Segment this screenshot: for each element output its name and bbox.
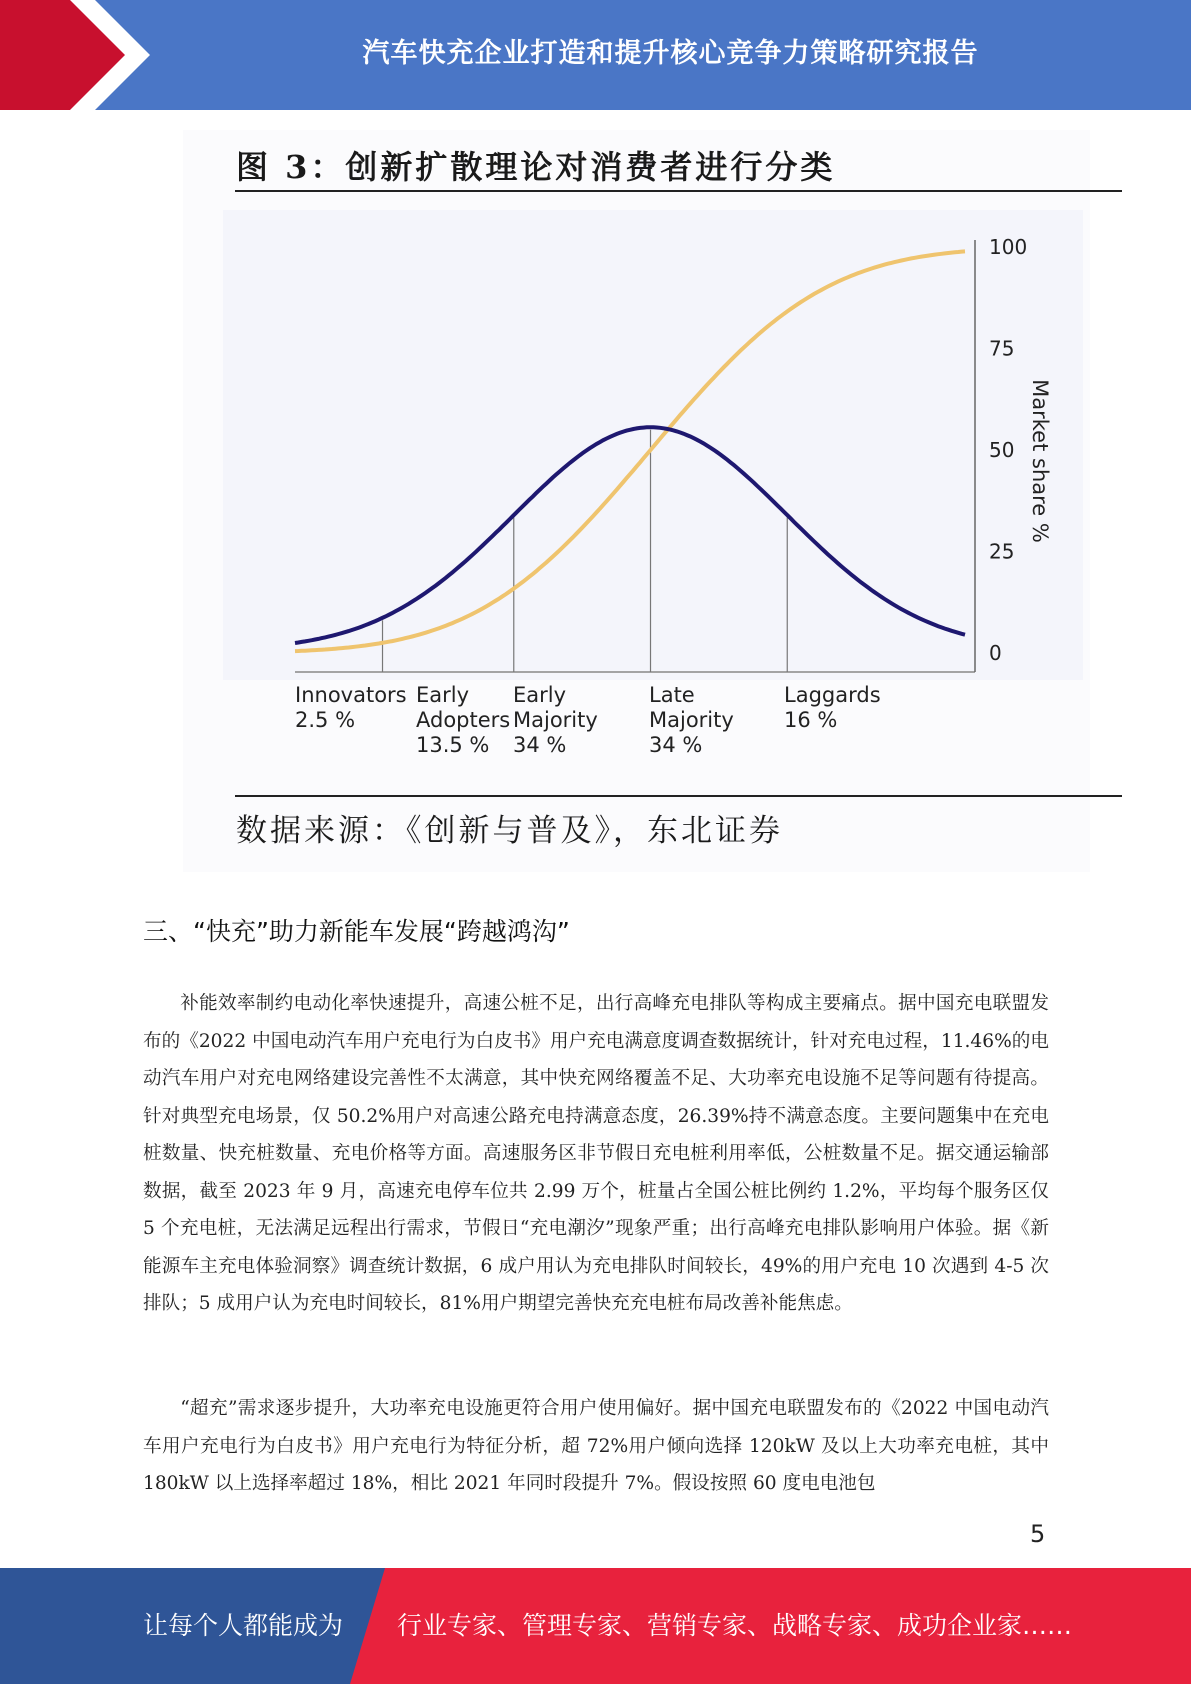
y-tick-label: 75 <box>989 336 1015 361</box>
footer-slogan-right: 行业专家、管理专家、营销专家、战略专家、成功企业家…… <box>397 1611 1073 1640</box>
segment-label: Early <box>513 683 567 707</box>
page-number: 5 <box>1030 1520 1046 1548</box>
segment-label: Early <box>416 683 470 707</box>
segment-label: 34 % <box>649 733 703 757</box>
segment-label: Late <box>649 683 695 707</box>
figure-3 <box>183 130 1090 872</box>
body-paragraph-1: 补能效率制约电动化率快速提升，高速公桩不足，出行高峰充电排队等构成主要痛点。据中国充电联盟发布的《2022 中国电动汽车用户充电行为白皮书》用户充电满意度调查数据统计，针对充电过程，11.46%的电动汽车用户对充电网络建设完善性不太满意，其中快充网络覆盖不足、大功率充电设施不足等问题有待提高。针对典型充电场景，仅 50.2%用户对高速公路充电持满意态度，26.39%持不满意态度。主要问题集中在充电桩数量、快充桩数量、充电价格等方面。高速服务区非节假日充电桩利用率低，公桩数量不足。据交通运输部数据，截至 2023 年 9 月，高速充电停车位共 2.99 万个，桩量占全国公桩比例约 1.2%，平均每个服务区仅 5 个充电桩，无法满足远程出行需求，节假日“充电潮汐”现象严重；出行高峰充电排队影响用户体验。据《新能源车主充电体验洞察》调查统计数据，6 成户用认为充电排队时间较长，49%的用户充电 10 次遇到 4-5 次排队；5 成用户认为充电时间较长，81%用户期望完善快充充电桩布局改善补能焦虑。 <box>143 993 1049 1314</box>
page-header <box>0 0 1191 110</box>
report-title: 汽车快充企业打造和提升核心竞争力策略研究报告 <box>362 37 979 69</box>
segment-label: Majority <box>649 708 734 732</box>
figure-bottom-rule <box>235 795 1122 797</box>
segment-label: Majority <box>513 708 598 732</box>
segment-label: 13.5 % <box>416 733 490 757</box>
segment-label: Adopters <box>416 708 511 732</box>
segment-label: 16 % <box>784 708 838 732</box>
diffusion-chart <box>183 200 1090 795</box>
segment-label: Laggards <box>784 683 881 707</box>
segment-label: 2.5 % <box>295 708 356 732</box>
section-heading: 三、“快充”助力新能车发展“跨越鸿沟” <box>143 917 570 946</box>
y-tick-label: 25 <box>989 539 1015 564</box>
figure-source: 数据来源：《创新与普及》，东北证券 <box>236 813 783 849</box>
y-tick-label: 0 <box>989 641 1002 665</box>
y-tick-label: 50 <box>989 438 1015 462</box>
segment-label: Innovators <box>295 683 407 707</box>
segment-label: 34 % <box>513 733 567 757</box>
y-tick-label: 100 <box>989 235 1028 259</box>
figure-top-rule <box>235 190 1122 192</box>
page-footer <box>0 1568 1191 1684</box>
figure-title: 图 3：创新扩散理论对消费者进行分类 <box>236 148 836 186</box>
header-chevron-decoration <box>0 0 150 110</box>
body-paragraph-2: “超充”需求逐步提升，大功率充电设施更符合用户使用偏好。据中国充电联盟发布的《2022 中国电动汽车用户充电行为白皮书》用户充电行为特征分析，超 72%用户倾向选择 120kW 及以上大功率充电桩，其中 180kW 以上选择率超过 18%，相比 2021 年同时段提升 7%。假设按照 60 度电电池包 <box>143 1398 1049 1494</box>
y-axis-label: Market share % <box>1028 379 1052 543</box>
footer-slogan-left: 让每个人都能成为 <box>143 1611 344 1640</box>
